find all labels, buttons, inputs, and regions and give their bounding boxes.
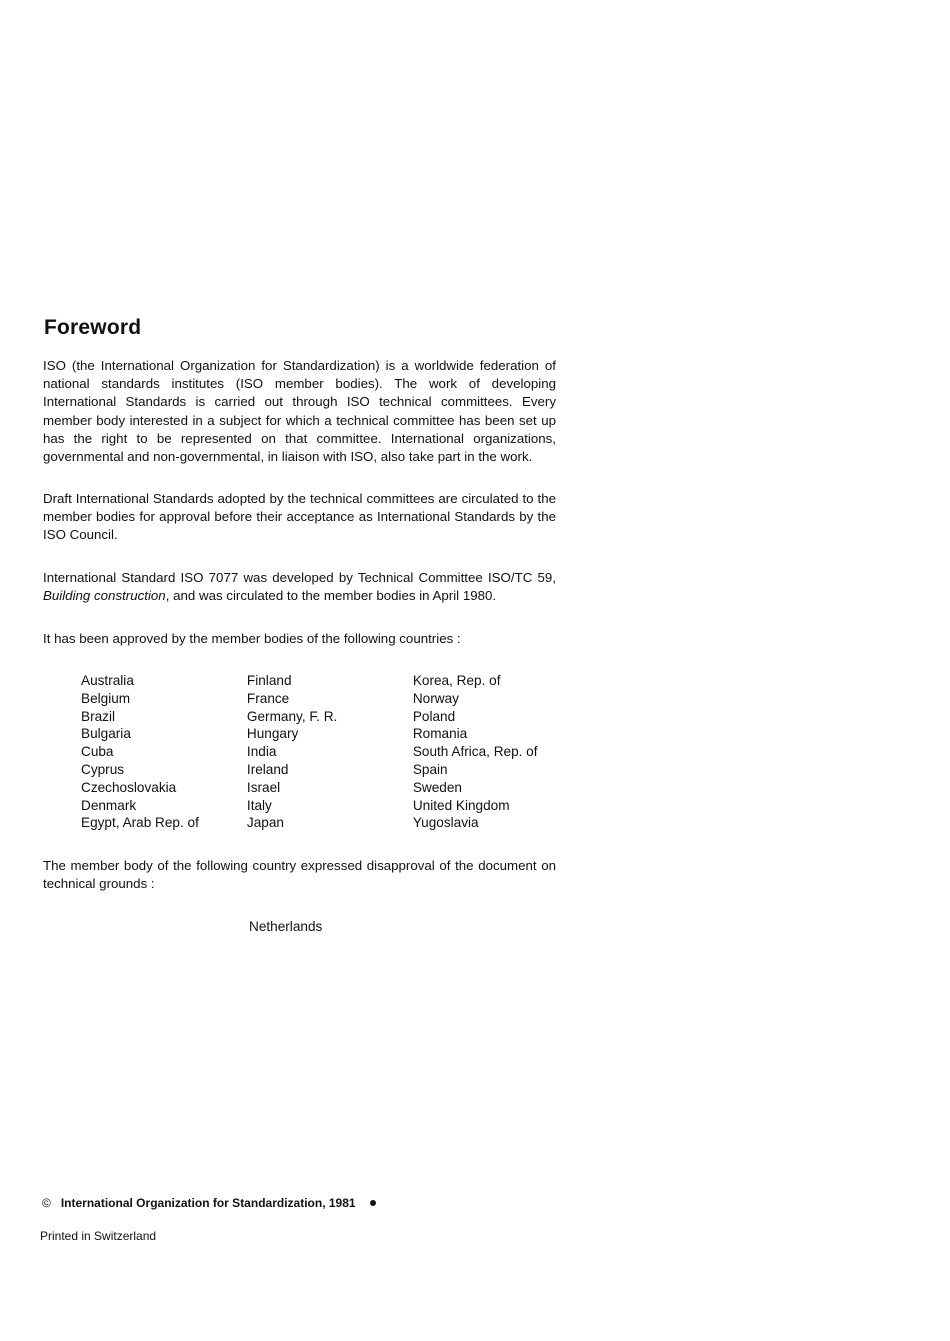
intro-paragraph: ISO (the International Organization for Standardization) is a worldwide federation of national standards institutes (ISO member bodies). The work of developing International Standards is carried out through ISO technical committees. Every member body interested in a subject for which a technical committee has been set up has the right to be represented on that committee. International organizations, governmental and non-governmental, in liaison with ISO, also take part in the work. xyxy=(43,358,556,465)
country-item: Poland xyxy=(412,708,456,724)
country-item: Belgium xyxy=(81,690,131,706)
development-text-end: , and was circulated to the member bodies in April 1980. xyxy=(165,588,497,604)
disapproval-paragraph: The member body of the following country expressed disapproval of the document on technical grounds : xyxy=(43,858,556,892)
approving-countries-list xyxy=(81,672,561,832)
country-item: Korea, Rep. of xyxy=(412,673,501,688)
country-item: Cuba xyxy=(81,744,114,760)
country-item: Italy xyxy=(246,797,272,813)
country-item: South Africa, Rep. of xyxy=(412,744,538,760)
country-item: Ireland xyxy=(246,761,289,777)
country-item: Hungary xyxy=(246,726,299,742)
country-item: Finland xyxy=(246,673,292,688)
country-item: Japan xyxy=(246,815,284,831)
dissenting-country: Netherlands xyxy=(249,919,323,934)
country-item: Germany, F. R. xyxy=(246,708,338,724)
printed-in-note: Printed in Switzerland xyxy=(40,1229,157,1243)
approval-process-paragraph: Draft International Standards adopted by the technical committees are circulated to the member bodies for approval before their acceptance as International Standards by the ISO Council. xyxy=(43,491,556,543)
country-item: France xyxy=(246,690,290,706)
committee-title: Building construction xyxy=(43,588,166,604)
country-item: Yugoslavia xyxy=(412,815,479,831)
country-item: Bulgaria xyxy=(81,726,131,742)
country-item: Cyprus xyxy=(81,761,125,777)
country-item: United Kingdom xyxy=(412,797,510,813)
country-item: Australia xyxy=(81,673,134,688)
countries-column-1 xyxy=(81,672,247,832)
page-title: Foreword xyxy=(44,316,142,339)
country-item: Egypt, Arab Rep. of xyxy=(81,815,199,831)
bullet-dot-icon xyxy=(370,1200,376,1206)
country-item: Brazil xyxy=(81,708,115,724)
copyright-icon: © xyxy=(42,1196,51,1210)
copyright-line xyxy=(42,1195,376,1212)
country-item: Romania xyxy=(412,726,468,742)
country-item: India xyxy=(246,744,277,760)
countries-column-2 xyxy=(247,672,413,832)
country-item: Czechoslovakia xyxy=(81,779,177,795)
countries-column-3 xyxy=(413,672,561,832)
development-paragraph xyxy=(43,569,556,605)
country-item: Spain xyxy=(412,761,448,777)
copyright-text: International Organization for Standardization, 1981 xyxy=(60,1196,356,1210)
approval-intro-paragraph: It has been approved by the member bodies of the following countries : xyxy=(43,631,461,646)
country-item: Norway xyxy=(412,690,459,706)
development-text-start: International Standard ISO 7077 was developed by Technical Committee ISO/TC 59, xyxy=(43,570,556,585)
country-item: Sweden xyxy=(412,779,462,795)
country-item: Denmark xyxy=(81,797,137,813)
country-item: Israel xyxy=(246,779,281,795)
